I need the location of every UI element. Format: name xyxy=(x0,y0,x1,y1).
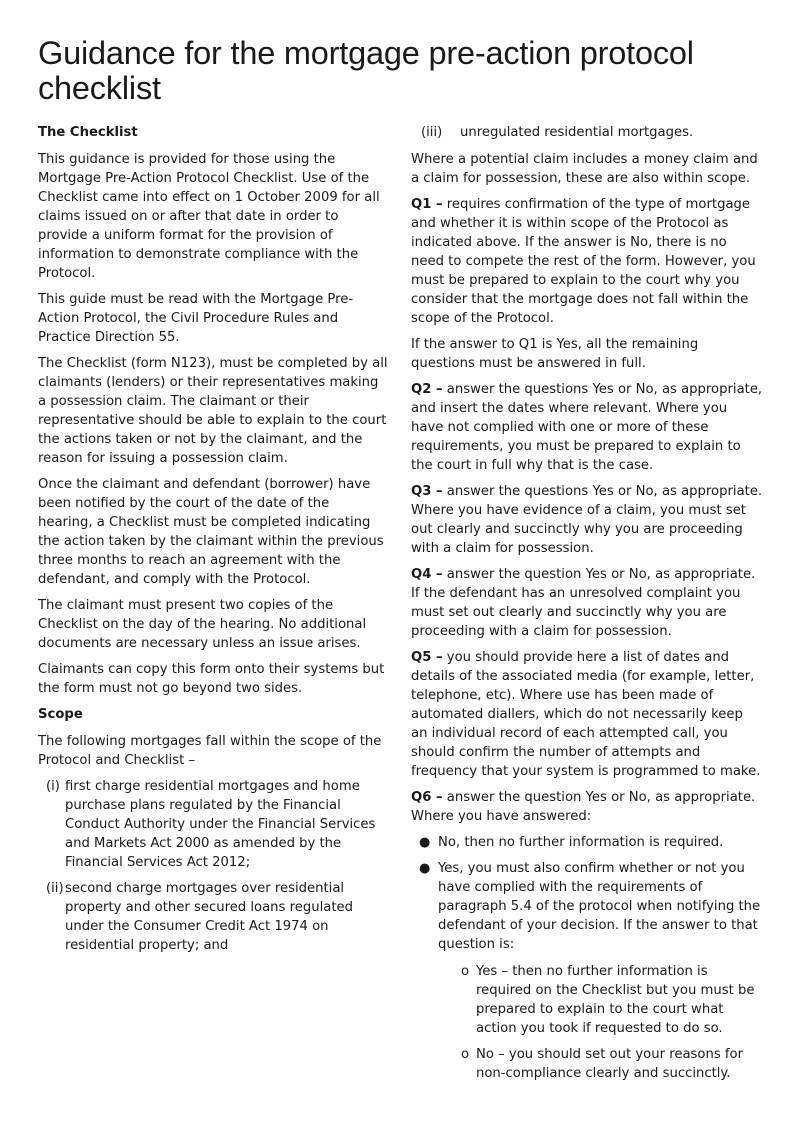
scope-item-ii xyxy=(46,879,388,955)
q6-label: Q6 – xyxy=(411,790,443,805)
sub-item-text: No – you should set out your reasons for non-compliance clearly and succinctly. xyxy=(476,1047,744,1081)
bullet-text: No, then no further information is required. xyxy=(438,835,724,850)
circle-bullet-icon: o xyxy=(461,964,470,979)
scope-item-marker: (ii) xyxy=(46,881,64,896)
scope-item-marker: (i) xyxy=(46,779,60,794)
money-claim-paragraph: Where a potential claim includes a money claim and a claim for possession, these are also within scope. xyxy=(411,152,758,186)
left-column xyxy=(38,123,388,962)
scope-item-text: first charge residential mortgages and home purchase plans regulated by the Financial Conduct Authority under the Financial Services and Markets Act 2000 as amended by the Financial Services Act 2012; xyxy=(65,779,376,870)
page-title: Guidance for the mortgage pre-action protocol checklist xyxy=(38,35,694,106)
list-item xyxy=(438,962,763,1038)
list-item xyxy=(411,833,763,852)
checklist-heading: The Checklist xyxy=(38,125,138,140)
read-with-paragraph: This guide must be read with the Mortgage Pre-Action Protocol, the Civil Procedure Rules and Practice Direction 55. xyxy=(38,292,354,345)
q2-text: answer the questions Yes or No, as appropriate, and insert the dates where relevant. Where you have not complied with one or more of these requirements, you must be prepared to explain to the court in full why that is the case. xyxy=(411,382,763,473)
q4-label: Q4 – xyxy=(411,567,443,582)
right-column xyxy=(411,123,763,1097)
scope-item-text: unregulated residential mortgages. xyxy=(460,125,694,140)
sub-item-text: Yes – then no further information is required on the Checklist but you must be prepared to explain to the court what action you took if requested to do so. xyxy=(476,964,755,1036)
list-item xyxy=(411,859,763,1090)
q4-text: answer the question Yes or No, as appropriate. If the defendant has an unresolved complaint you must set out clearly and succinctly why you are proceeding with a claim for possession. xyxy=(411,567,756,639)
q1-label: Q1 – xyxy=(411,197,443,212)
q2-label: Q2 – xyxy=(411,382,443,397)
q1-paragraph xyxy=(411,195,763,328)
q5-label: Q5 – xyxy=(411,650,443,665)
scope-intro: The following mortgages fall within the scope of the Protocol and Checklist – xyxy=(38,734,382,768)
sub-answer-list xyxy=(438,962,763,1083)
q1-text: requires confirmation of the type of mortgage and whether it is within scope of the Protocol as indicated above. If the answer is No, there is no need to compete the rest of the form. However, you must be prepared to explain to the court why you consider that the mortgage does not fall within the scope of the Protocol. xyxy=(411,197,756,326)
q3-label: Q3 – xyxy=(411,484,443,499)
q3-text: answer the questions Yes or No, as appropriate. Where you have evidence of a claim, you must set out clearly and succinctly why you are proceeding with a claim for possession. xyxy=(411,484,763,556)
scope-item-text: second charge mortgages over residential property and other secured loans regulated under the Consumer Credit Act 1974 on residential property; and xyxy=(65,881,353,953)
systems-paragraph: Claimants can copy this form onto their systems but the form must not go beyond two sides. xyxy=(38,662,385,696)
bullet-icon: ● xyxy=(419,835,431,850)
scope-item-marker: (iii) xyxy=(421,125,443,140)
bullet-icon: ● xyxy=(419,861,431,876)
list-item xyxy=(438,1045,763,1083)
scope-item-iii xyxy=(411,123,763,142)
bullet-text: Yes, you must also confirm whether or not you have complied with the requirements of paragraph 5.4 of the protocol when notifying the defendant of your decision. If the answer to that question is: xyxy=(438,861,761,952)
q6-text: answer the question Yes or No, as appropriate. Where you have answered: xyxy=(411,790,756,824)
q3-paragraph xyxy=(411,482,763,558)
scope-item-i xyxy=(46,777,388,872)
q5-text: you should provide here a list of dates and details of the associated media (for example, letter, telephone, etc). Where use has been made of automated diallers, which do not necessarily keep an individual record of each attempted call, you should confirm the number of attempts and frequency that your system is programmed to make. xyxy=(411,650,761,779)
q4-paragraph xyxy=(411,565,763,641)
scope-heading: Scope xyxy=(38,707,83,722)
hearing-paragraph: Once the claimant and defendant (borrower) have been notified by the court of the date of the hearing, a Checklist must be completed indicating the action taken by the claimant within the previous three months to reach an agreement with the defendant, and comply with the Protocol. xyxy=(38,477,384,587)
circle-bullet-icon: o xyxy=(461,1047,470,1062)
q1-yes-paragraph: If the answer to Q1 is Yes, all the remaining questions must be answered in full. xyxy=(411,337,699,371)
form-n123-paragraph: The Checklist (form N123), must be completed by all claimants (lenders) or their representatives making a possession claim. The claimant or their representative should be able to explain to the court the actions taken or not by the claimant, and the reason for issuing a possession claim. xyxy=(38,356,388,466)
q2-paragraph xyxy=(411,380,763,475)
copies-paragraph: The claimant must present two copies of the Checklist on the day of the hearing. No additional documents are necessary unless an issue arises. xyxy=(38,598,367,651)
q6-answer-list xyxy=(411,833,763,1090)
q6-paragraph xyxy=(411,788,763,826)
scope-list xyxy=(38,777,388,955)
intro-paragraph: This guidance is provided for those using the Mortgage Pre-Action Protocol Checklist. Use of the Checklist came into effect on 1 October 2009 for all claims issued on or after that date in order to provide a uniform format for the provision of information to demonstrate compliance with the Protocol. xyxy=(38,152,380,281)
q5-paragraph xyxy=(411,648,763,781)
